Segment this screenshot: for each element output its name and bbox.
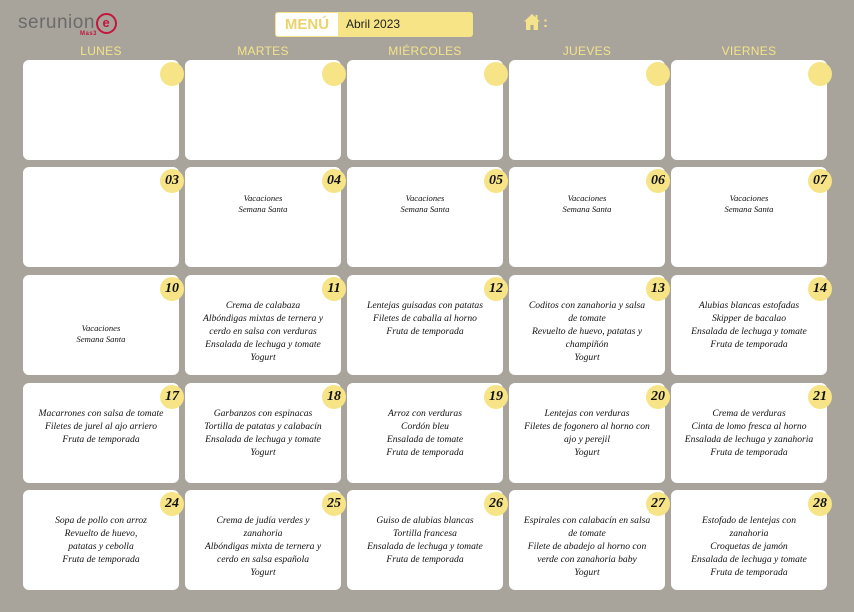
menu-line: Garbanzos con espinacas <box>213 408 313 419</box>
menu-line: zanahoria <box>729 528 769 539</box>
day-cell <box>347 60 503 160</box>
day-number-badge: 21 <box>808 385 832 409</box>
day-number-badge: 28 <box>808 492 832 516</box>
menu-line: Sopa de pollo con arroz <box>55 515 147 526</box>
menu-line: Vacaciones <box>729 193 769 203</box>
menu-line: Macarrones con salsa de tomate <box>38 408 164 419</box>
menu-line: Filetes de caballa al horno <box>373 313 477 324</box>
day-cell <box>509 275 665 375</box>
day-number-badge: 24 <box>160 492 184 516</box>
day-cell <box>671 490 827 590</box>
day-cell <box>509 167 665 267</box>
day-number-badge: 26 <box>484 492 508 516</box>
menu-line: Semana Santa <box>562 204 612 214</box>
day-number-badge: 13 <box>646 277 670 301</box>
menu-line: Cordón bleu <box>401 421 449 432</box>
home-colon: : <box>543 14 548 31</box>
menu-line: Coditos con zanahoria y salsa <box>528 300 646 311</box>
menu-line: Fruta de temporada <box>62 434 140 445</box>
weekday-2: MIÉRCOLES <box>388 44 462 58</box>
menu-line: Fruta de temporada <box>386 447 464 458</box>
logo-sub: Mas3 <box>80 31 98 37</box>
menu-line: Filetes de fogonero al horno con <box>524 421 650 432</box>
menu-line: Ensalada de lechuga y tomate <box>205 339 321 350</box>
menu-line: Vacaciones <box>81 323 121 333</box>
menu-line: Fruta de temporada <box>710 567 788 578</box>
day-number-badge <box>322 62 346 86</box>
menu-line: Ensalada de tomate <box>386 434 464 445</box>
menu-line: Lentejas guisadas con patatas <box>367 300 483 311</box>
menu-line: Yogurt <box>574 447 600 458</box>
menu-line: Crema de verduras <box>712 408 786 419</box>
menu-line: Semana Santa <box>76 334 126 344</box>
day-cell <box>347 275 503 375</box>
weekday-1: MARTES <box>237 44 289 58</box>
day-cell <box>347 167 503 267</box>
menu-line: Fruta de temporada <box>62 554 140 565</box>
menu-line: de tomate <box>568 528 606 539</box>
day-cell <box>671 167 827 267</box>
day-number-badge: 19 <box>484 385 508 409</box>
day-cell <box>509 383 665 483</box>
day-cell <box>347 490 503 590</box>
menu-text <box>25 514 177 566</box>
day-cell <box>185 490 341 590</box>
menu-text <box>349 407 501 459</box>
menu-line: Semana Santa <box>724 204 774 214</box>
menu-text <box>349 514 501 566</box>
menu-month: Abril 2023 <box>338 13 472 36</box>
menu-text <box>511 407 663 459</box>
day-number-badge <box>808 62 832 86</box>
menu-line: Skipper de bacalao <box>711 313 787 324</box>
menu-line: Ensalada de lechuga y zanahoria <box>684 434 814 445</box>
menu-text <box>187 514 339 579</box>
day-cell <box>23 490 179 590</box>
menu-line: Yogurt <box>250 447 276 458</box>
menu-text <box>511 193 663 215</box>
menu-line: Vacaciones <box>243 193 283 203</box>
menu-line: Albóndigas mixta de ternera y <box>204 541 322 552</box>
day-cell <box>23 167 179 267</box>
menu-text <box>673 407 825 459</box>
day-number-badge: 06 <box>646 169 670 193</box>
menu-text <box>673 193 825 215</box>
menu-line: Revuelto de huevo, patatas y <box>531 326 643 337</box>
day-cell <box>23 383 179 483</box>
weekday-4: VIERNES <box>721 44 777 58</box>
menu-line: Filete de abadejo al horno con <box>527 541 647 552</box>
menu-line: de tomate <box>568 313 606 324</box>
menu-line: verde con zanahoria baby <box>537 554 637 565</box>
menu-text <box>187 299 339 364</box>
menu-line: Fruta de temporada <box>386 326 464 337</box>
menu-line: Ensalada de lechuga y tomate <box>691 554 807 565</box>
day-cell <box>185 383 341 483</box>
menu-text <box>25 323 177 345</box>
menu-text <box>187 193 339 215</box>
logo-mark: e <box>96 13 117 34</box>
menu-line: Croquetas de jamón <box>710 541 788 552</box>
menu-line: Revuelto de huevo, <box>64 528 138 539</box>
menu-line: Crema de judía verdes y <box>216 515 310 526</box>
menu-line: Fruta de temporada <box>386 554 464 565</box>
menu-line: cerdo en salsa con verduras <box>209 326 317 337</box>
day-cell <box>671 383 827 483</box>
menu-line: Yogurt <box>250 567 276 578</box>
day-number-badge: 03 <box>160 169 184 193</box>
day-cell <box>671 275 827 375</box>
menu-line: Semana Santa <box>400 204 450 214</box>
menu-line: Semana Santa <box>238 204 288 214</box>
day-number-badge: 12 <box>484 277 508 301</box>
day-number-badge: 20 <box>646 385 670 409</box>
menu-line: Fruta de temporada <box>710 447 788 458</box>
weekday-0: LUNES <box>80 44 122 58</box>
day-cell <box>185 167 341 267</box>
menu-text <box>25 407 177 446</box>
menu-line: Tortilla de patatas y calabacín <box>204 421 322 432</box>
menu-text <box>673 514 825 579</box>
day-cell <box>347 383 503 483</box>
menu-line: Estofado de lentejas con <box>701 515 797 526</box>
menu-text <box>511 514 663 579</box>
weekday-3: JUEVES <box>562 44 612 58</box>
menu-line: Espirales con calabacín en salsa <box>523 515 651 526</box>
menu-line: champiñón <box>565 339 609 350</box>
menu-label: MENÚ <box>284 16 330 33</box>
day-number-badge <box>160 62 184 86</box>
brand-logo <box>18 12 117 37</box>
day-number-badge: 10 <box>160 277 184 301</box>
menu-line: Arroz con verduras <box>388 408 462 419</box>
day-cell <box>671 60 827 160</box>
day-number-badge <box>646 62 670 86</box>
menu-line: Lentejas con verduras <box>544 408 630 419</box>
menu-line: Yogurt <box>250 352 276 363</box>
menu-line: Ensalada de lechuga y tomate <box>205 434 321 445</box>
menu-text <box>673 299 825 351</box>
menu-line: Guiso de alubias blancas <box>376 515 474 526</box>
day-cell <box>185 275 341 375</box>
menu-line: ajo y perejil <box>563 434 610 445</box>
day-number-badge: 07 <box>808 169 832 193</box>
menu-line: Cinta de lomo fresca al horno <box>691 421 807 432</box>
day-number-badge: 14 <box>808 277 832 301</box>
day-number-badge: 25 <box>322 492 346 516</box>
logo-text: serunion <box>18 12 95 33</box>
menu-line: patatas y cebolla <box>68 541 134 552</box>
day-number-badge <box>484 62 508 86</box>
menu-text <box>187 407 339 459</box>
menu-line: Yogurt <box>574 567 600 578</box>
day-cell <box>509 490 665 590</box>
day-cell <box>23 275 179 375</box>
menu-line: Filetes de jurel al ajo arriero <box>44 421 157 432</box>
menu-line: Vacaciones <box>405 193 445 203</box>
menu-line: Crema de calabaza <box>225 300 301 311</box>
menu-line: Albóndigas mixtas de ternera y <box>203 313 323 324</box>
day-cell <box>185 60 341 160</box>
day-number-badge: 04 <box>322 169 346 193</box>
day-number-badge: 11 <box>322 277 346 301</box>
menu-line: Alubias blancas estofadas <box>698 300 800 311</box>
menu-line: Yogurt <box>574 352 600 363</box>
menu-text <box>511 299 663 364</box>
menu-line: Tortilla francesa <box>393 528 457 539</box>
day-number-badge: 05 <box>484 169 508 193</box>
menu-line: Ensalada de lechuga y tomate <box>367 541 483 552</box>
menu-text <box>349 193 501 215</box>
day-number-badge: 27 <box>646 492 670 516</box>
home-icon[interactable] <box>523 13 541 31</box>
day-number-badge: 17 <box>160 385 184 409</box>
day-number-badge: 18 <box>322 385 346 409</box>
menu-line: zanahoria <box>243 528 283 539</box>
menu-header <box>275 12 473 37</box>
menu-line: Ensalada de lechuga y tomate <box>691 326 807 337</box>
menu-line: Vacaciones <box>567 193 607 203</box>
menu-line: Fruta de temporada <box>710 339 788 350</box>
day-cell <box>509 60 665 160</box>
day-cell <box>23 60 179 160</box>
menu-text <box>349 299 501 338</box>
menu-line: cerdo en salsa española <box>216 554 310 565</box>
